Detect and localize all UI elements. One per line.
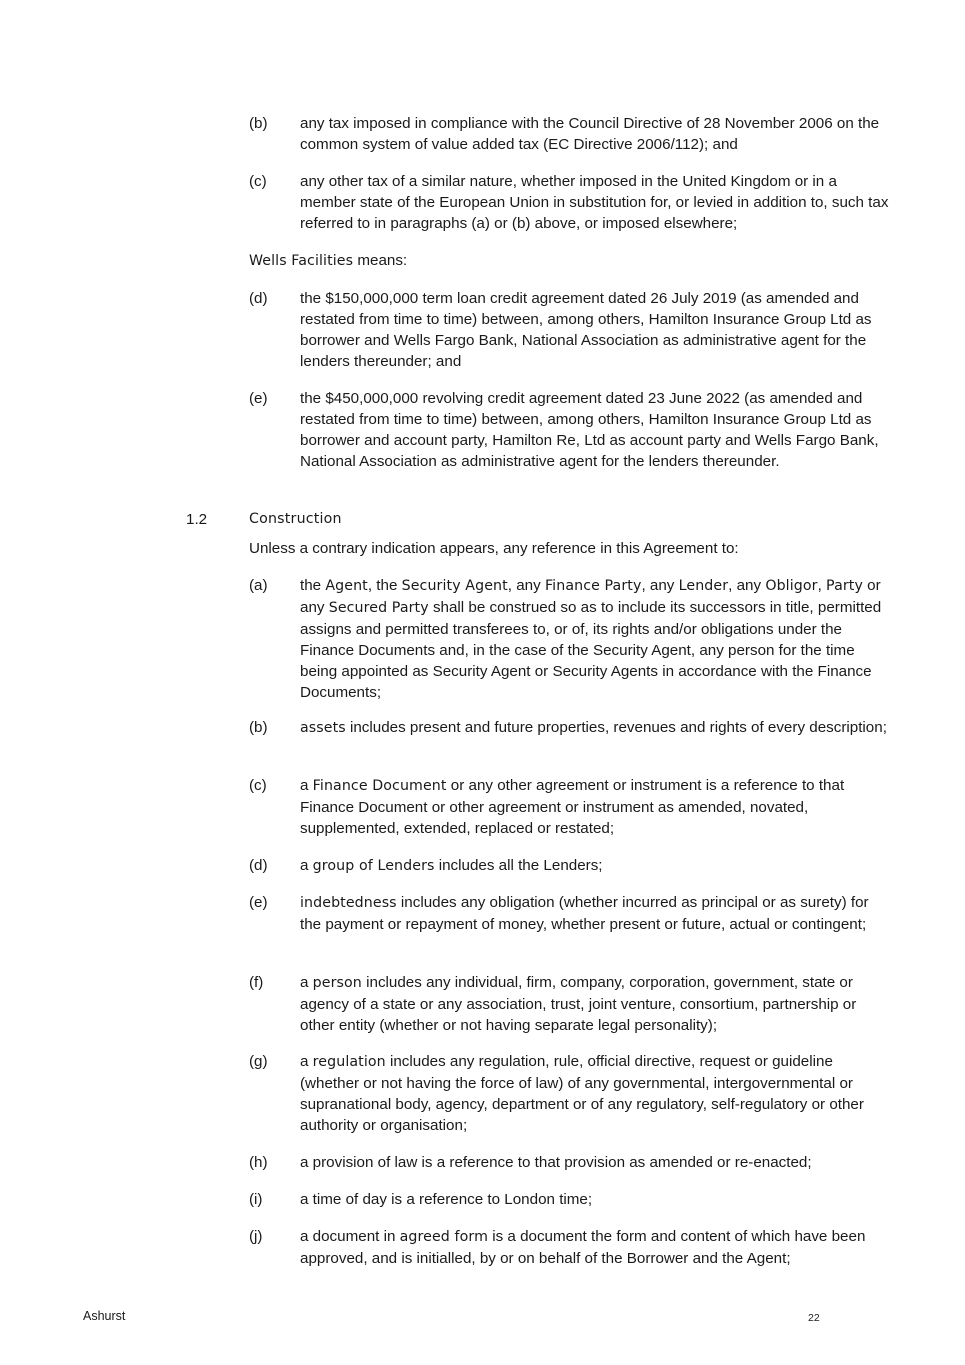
construction-item-g <box>249 1051 889 1136</box>
text-run: , <box>817 577 827 594</box>
list-item-d-term-loan <box>249 288 889 372</box>
item-text: the $150,000,000 term loan credit agreement dated 26 July 2019 (as amended and restated from time to time) between, among others, Hamilton Insurance Group Ltd as borrower and Wells Fargo Bank, National Association as administrative agent for the lenders thereunder; and <box>300 290 872 370</box>
item-label: (f) <box>249 974 264 991</box>
text-run: or any other agreement or instrument is a reference to that Finance Document or other agreement or instrument as amended, novated, supplemented, extended, replaced or restated; <box>300 777 845 837</box>
text-run: includes present and future properties, revenues and rights of every description; <box>345 719 887 736</box>
construction-item-a <box>249 575 889 703</box>
text-run: includes any individual, firm, company, corporation, government, state or agency of a state or any association, trust, joint venture, consortium, partnership or other entity (whether or not having separate legal personality); <box>300 974 857 1034</box>
text-run: a <box>300 857 313 874</box>
text-run: is a document the form and content of which have been approved, and is initialled, by or on behalf of the Borrower and the Agent; <box>300 1228 866 1267</box>
defined-term: Obligor <box>765 578 818 594</box>
page-number: 22 <box>808 1312 820 1324</box>
item-text: a time of day is a reference to London time; <box>300 1191 593 1208</box>
item-text <box>300 1051 889 1136</box>
item-label: (a) <box>249 577 268 594</box>
defined-term: Party <box>826 578 863 594</box>
item-text <box>300 775 889 839</box>
construction-item-c <box>249 775 889 839</box>
item-label: (b) <box>249 115 268 132</box>
item-label: (j) <box>249 1228 263 1245</box>
item-text: a provision of law is a reference to that provision as amended or re-enacted; <box>300 1154 812 1171</box>
item-label: (d) <box>249 857 268 874</box>
item-text: the $450,000,000 revolving credit agreement dated 23 June 2022 (as amended and restated from time to time) between, among others, Hamilton Insurance Group Ltd as borrower and account party, Hamilton Re, Ltd as account party and Wells Fargo Bank, National Association as administrative agent for the lenders thereunder. <box>300 390 879 470</box>
text-run: , any <box>728 577 766 594</box>
item-label: (e) <box>249 894 268 911</box>
item-text <box>300 972 889 1036</box>
construction-item-e <box>249 892 889 935</box>
text-run: a <box>300 1053 313 1070</box>
defined-term: Lender <box>678 578 729 594</box>
item-label: (c) <box>249 777 267 794</box>
item-label: (g) <box>249 1053 268 1070</box>
defined-term: Secured Party <box>328 600 429 616</box>
text-run: the <box>300 577 326 594</box>
construction-item-h <box>249 1152 889 1173</box>
text-run: includes all the Lenders; <box>434 857 603 874</box>
text-run: , any <box>641 577 679 594</box>
item-text: any tax imposed in compliance with the Council Directive of 28 November 2006 on the common system of value added tax (EC Directive 2006/112); and <box>300 115 880 153</box>
text-run: includes any regulation, rule, official directive, request or guideline (whether or not having the force of law) of any governmental, intergovernmental or supranational body, agency, department or of any regulatory, self-regulatory or other authority or organisation; <box>300 1053 864 1134</box>
text-run: , the <box>367 577 402 594</box>
definition-rest: means: <box>353 252 408 269</box>
item-label: (b) <box>249 719 268 736</box>
defined-term: assets <box>300 720 346 736</box>
text-run: shall be construed so as to include its successors in title, permitted assigns and permitted transferees to, or of, its rights and/or obligations under the Finance Documents and, in the case of the Security Agent, any person for the time being appointed as Security Agent or Security Agents in accordance with the Finance Documents; <box>300 599 882 701</box>
defined-term: Security Agent <box>401 578 508 594</box>
construction-item-b <box>249 717 889 739</box>
list-item-e-revolving-credit <box>249 388 889 472</box>
item-text <box>300 892 889 935</box>
defined-term: agreed form <box>399 1229 488 1245</box>
item-label: (c) <box>249 173 267 190</box>
item-text <box>300 1226 889 1269</box>
item-text <box>300 855 889 877</box>
defined-term: Agent <box>325 578 368 594</box>
item-text: any other tax of a similar nature, whether imposed in the United Kingdom or in a member state of the European Union in substitution for, or levied in addition to, such tax referred to in paragraphs (a) or (b) above, or imposed elsewhere; <box>300 173 889 232</box>
item-text <box>300 717 889 739</box>
item-label: (e) <box>249 390 268 407</box>
construction-item-j <box>249 1226 889 1269</box>
defined-term: regulation <box>312 1054 386 1070</box>
defined-term: Wells Facilities <box>249 253 354 269</box>
section-number: 1.2 <box>186 511 208 528</box>
construction-item-d <box>249 855 889 877</box>
text-run: or any <box>300 577 881 616</box>
footer-firm-name: Ashurst <box>83 1309 126 1323</box>
item-label: (i) <box>249 1191 263 1208</box>
defined-term: Finance Document <box>312 778 447 794</box>
text-run: a <box>300 974 313 991</box>
text-run: , any <box>507 577 545 594</box>
item-text <box>300 575 889 703</box>
item-label: (d) <box>249 290 268 307</box>
text-run: a document in <box>300 1228 400 1245</box>
defined-term: person <box>312 975 362 991</box>
defined-term: Finance Party <box>544 578 642 594</box>
list-item-b-tax <box>249 113 889 155</box>
wells-facilities-definition <box>249 250 889 272</box>
defined-term: group of Lenders <box>312 858 435 874</box>
construction-item-i <box>249 1189 889 1210</box>
defined-term: indebtedness <box>300 895 397 911</box>
construction-item-f <box>249 972 889 1036</box>
section-intro: Unless a contrary indication appears, any reference in this Agreement to: <box>249 540 739 557</box>
item-label: (h) <box>249 1154 268 1171</box>
text-run: includes any obligation (whether incurred as principal or as surety) for the payment or repayment of money, whether present or future, actual or contingent; <box>300 894 869 933</box>
list-item-c-tax <box>249 171 889 234</box>
section-title: Construction <box>249 511 342 527</box>
text-run: a <box>300 777 313 794</box>
